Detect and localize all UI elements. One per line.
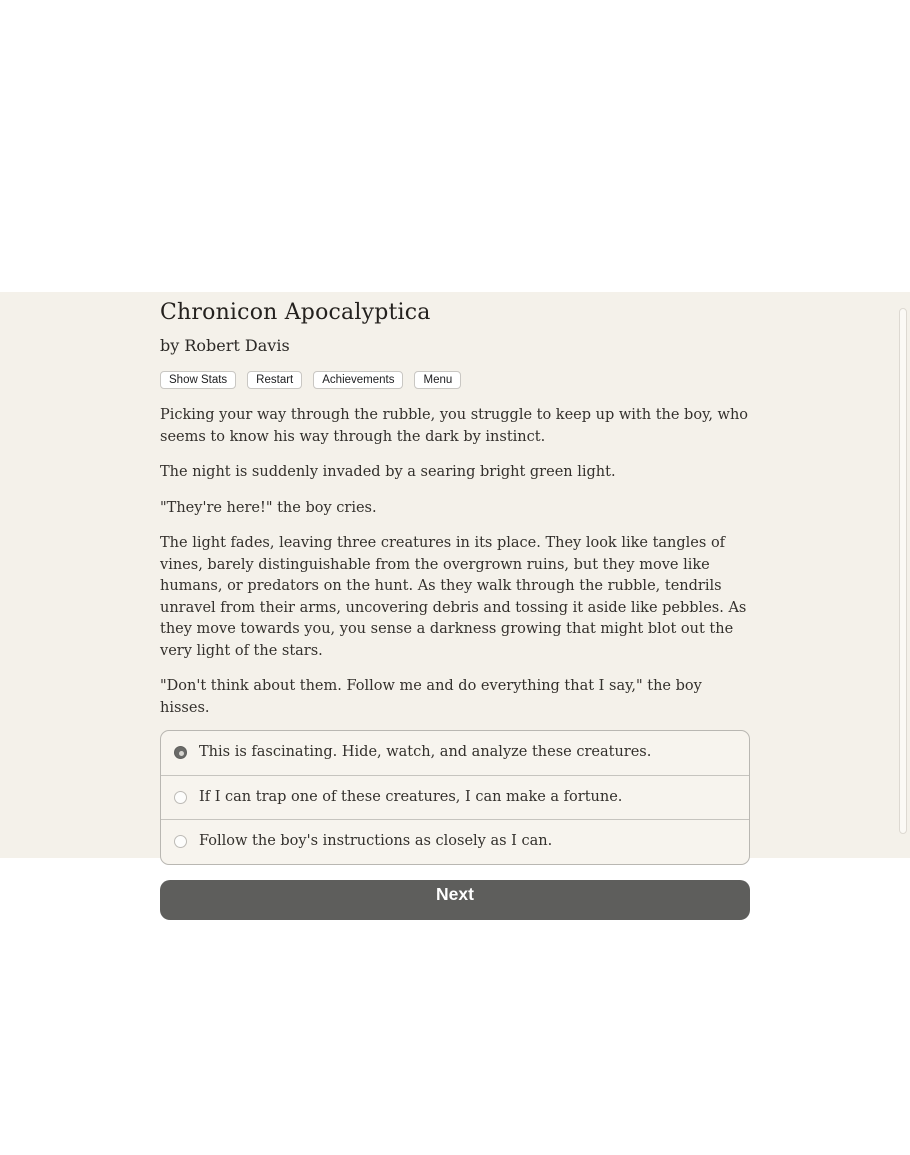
game-title: Chronicon Apocalyptica	[160, 300, 431, 325]
story-paragraph: The light fades, leaving three creatures in its place. They look like tangles of vines, barely distinguishable from the overgrown ruins, but they move like humans, or predators on the hunt. As they walk through the rubble, tendrils unravel from their arms, uncovering debris and tossing it aside like pebbles. As they move towards you, you sense a darkness growing that might blot out the very light of the stars.	[160, 535, 747, 659]
story-paragraph: "Don't think about them. Follow me and do everything that I say," the boy hisses.	[160, 678, 702, 716]
radio-button-icon[interactable]	[174, 835, 187, 848]
game-content	[160, 292, 750, 920]
choice-label: If I can trap one of these creatures, I can make a fortune.	[199, 788, 623, 805]
toolbar	[160, 371, 750, 389]
achievements-button[interactable]: Achievements	[313, 371, 403, 389]
game-frame	[0, 292, 910, 904]
radio-button-icon[interactable]	[174, 746, 187, 759]
story-paragraph: "They're here!" the boy cries.	[160, 499, 377, 516]
game-author: by Robert Davis	[160, 336, 290, 355]
choice-label: This is fascinating. Hide, watch, and analyze these creatures.	[199, 744, 652, 760]
story-paragraph: The night is suddenly invaded by a searing bright green light.	[160, 464, 616, 480]
next-button[interactable]: Next	[160, 880, 750, 920]
show-stats-button[interactable]: Show Stats	[160, 371, 236, 389]
choice-option-1[interactable]	[161, 731, 749, 775]
choice-option-2[interactable]	[161, 775, 749, 820]
choice-label: Follow the boy's instructions as closely as I can.	[199, 833, 553, 849]
choice-group	[160, 730, 750, 865]
restart-button[interactable]: Restart	[247, 371, 302, 389]
menu-button[interactable]: Menu	[414, 371, 461, 389]
vertical-scrollbar[interactable]	[899, 308, 907, 834]
story-text	[160, 405, 750, 719]
choice-option-3[interactable]	[161, 819, 749, 864]
story-paragraph: Picking your way through the rubble, you struggle to keep up with the boy, who seems to know his way through the dark by instinct.	[160, 407, 749, 445]
radio-button-icon[interactable]	[174, 791, 187, 804]
